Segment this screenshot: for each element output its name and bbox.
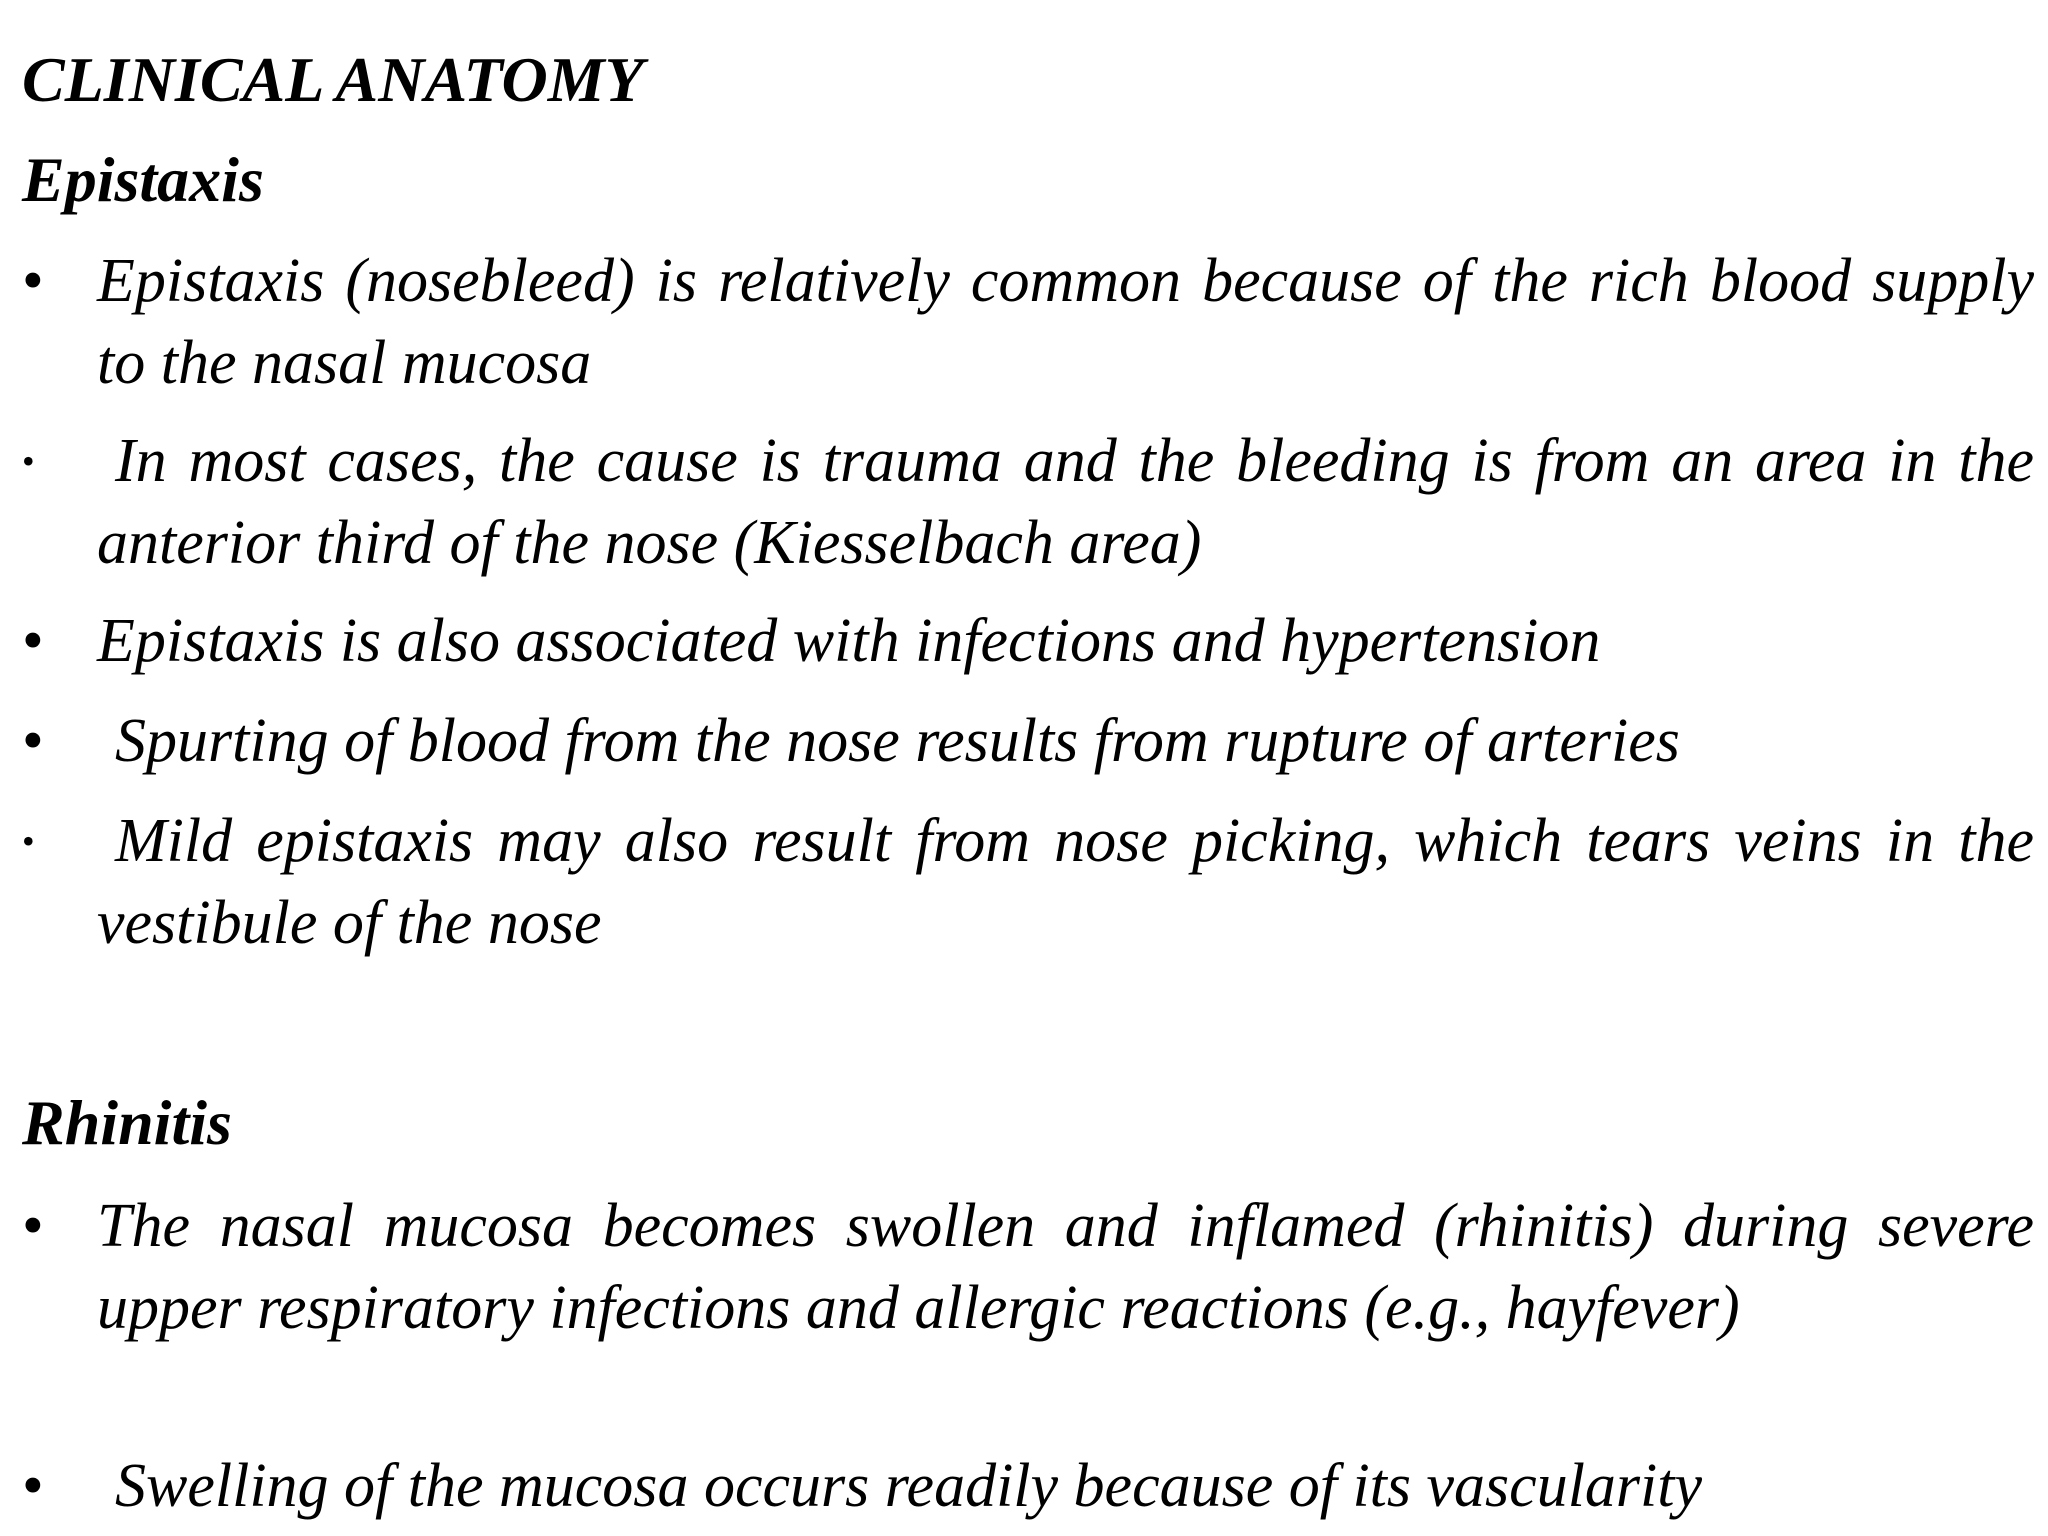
bullet-marker: •	[22, 607, 44, 675]
bullet-marker: •	[22, 707, 44, 775]
bullet-marker: •	[22, 247, 44, 315]
bullet-item	[22, 800, 2034, 964]
bullet-marker: •	[22, 441, 35, 481]
bullet-text: Mild epistaxis may also result from nose picking, which tears veins in the vestibule of the nose	[97, 807, 2034, 957]
bullet-item	[22, 1185, 2034, 1349]
bullet-text: Epistaxis (nosebleed) is relatively common because of the rich blood supply to the nasal mucosa	[97, 247, 2034, 397]
bullet-item	[22, 700, 2034, 782]
bullet-item	[22, 600, 2034, 682]
bullet-text: The nasal mucosa becomes swollen and inflamed (rhinitis) during severe upper respiratory infections and allergic reactions (e.g., hayfever)	[97, 1192, 2034, 1342]
bullet-text: In most cases, the cause is trauma and the bleeding is from an area in the anterior third of the nose (Kiesselbach area)	[97, 427, 2034, 577]
bullet-marker: •	[22, 1452, 44, 1520]
slide-title: CLINICAL ANATOMY	[22, 44, 644, 115]
bullet-marker: •	[22, 821, 35, 861]
section-heading-epistaxis: Epistaxis	[22, 144, 264, 215]
bullet-item	[22, 240, 2034, 404]
bullet-item	[22, 420, 2034, 584]
bullet-text: Epistaxis is also associated with infections and hypertension	[97, 607, 1601, 675]
bullet-text: Spurting of blood from the nose results from rupture of arteries	[115, 707, 1680, 775]
bullet-item	[22, 1445, 2034, 1527]
bullet-text: Swelling of the mucosa occurs readily because of its vascularity	[115, 1452, 1703, 1520]
bullet-marker: •	[22, 1192, 44, 1260]
section-heading-rhinitis: Rhinitis	[22, 1087, 232, 1158]
